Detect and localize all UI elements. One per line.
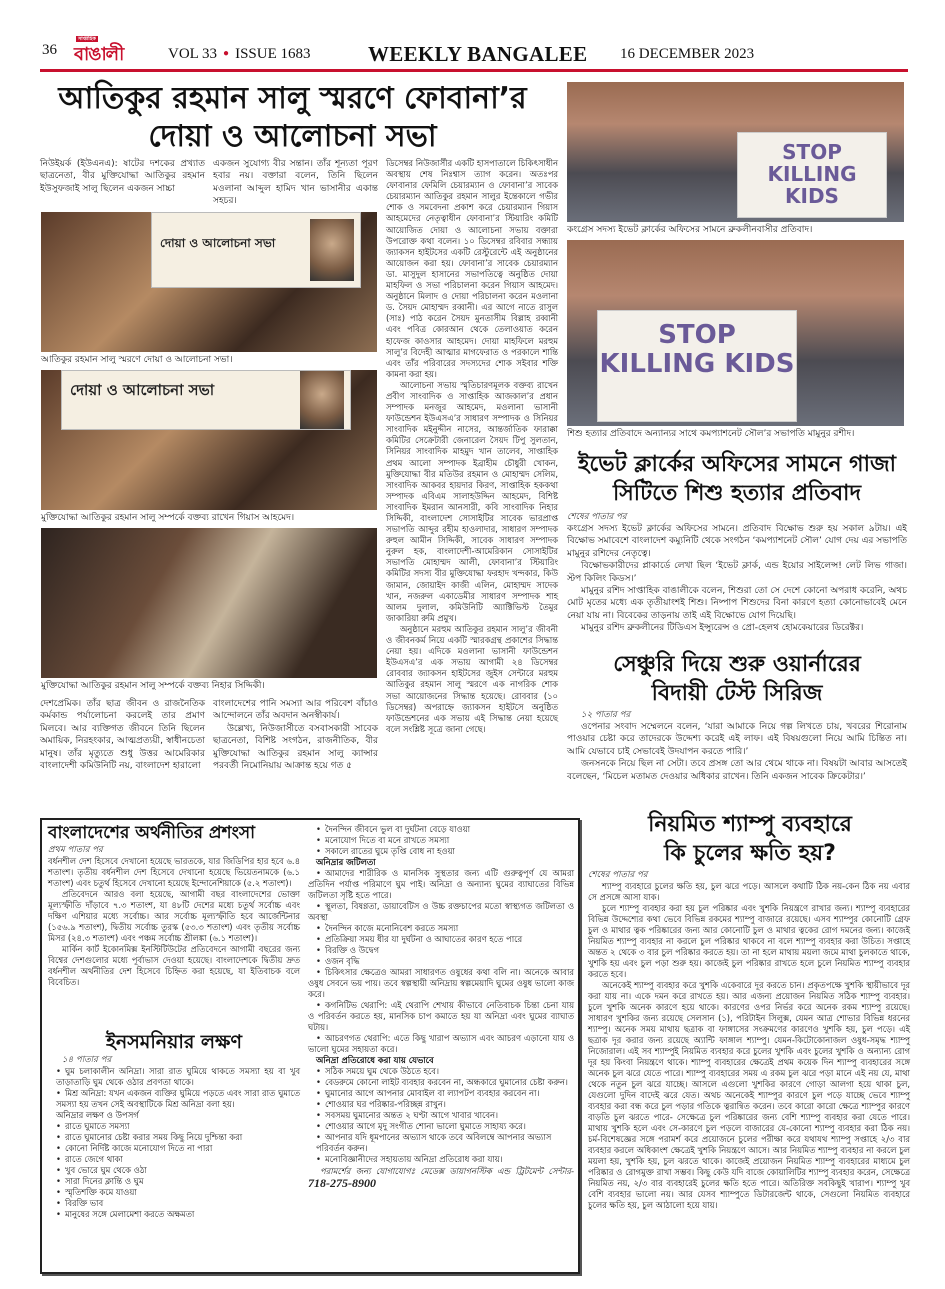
article6-headline [590,810,910,868]
list-item: • সকালে রাতের ঘুমে তৃপ্তি বোধ না হওয়া [308,846,574,857]
symptom-list [48,1121,300,1220]
continued-label: ১২ পাতার পর [581,710,631,720]
article2-body [567,512,907,635]
logo-text: বাঙালী [74,44,124,65]
paragraph: মামুনুর রশিদ ব্রুকলীনের টিডিএস ইন্স্যুরেন্স ও প্রো-হেলথ হোমকেয়ারের ডিরেক্টর। [581,623,864,634]
paragraph: অনুষ্ঠানে মরহুম আতিকুর রহমান সালু’র জীবনী ও জীবনকর্ম নিয়ে একটি স্মারকগ্রন্থ প্রকাশের সিদ্ধান্ত নেয়া হয়। এদিকে মওলানা ভাসানী ফাউন্ডেশন ইউএসএ’র এক সভায় আগামী ২৪ ডিসেম্বর রোববার জ্যাকসন হাইটসের জুইস সেন্টারে মরহুম আতিকুর রহমান সালু স্মরণে এক নাগরিক শোক সভা আয়োজনের সিদ্ধান্ত হয়েছে। রোববার (১০ ডিসেম্বর) অপরাহ্নে জ্যাকসন হাইটসে অনুষ্ঠিত ফাউন্ডেশনের এক সভায় এই সিদ্ধান্ত নেয়া হয়েছে বলে সংশ্লিষ্ট সূত্রে জানা গেছে। [386,623,558,734]
continued-label: প্রথম পাতার পর [48,845,103,855]
poster-text: দোয়া ও আলোচনা সভা [160,236,276,250]
photo-protest-1 [567,82,904,222]
portrait-image [310,219,354,281]
paragraph: ওপেনার সংবাদ সম্মেলনে বলেন, ‘যারা আমাকে নিয়ে গল্প লিখতে চায়, খবরের শিরোনাম পাওয়ার চেষ্টা করে তাদেরকে উদ্দেশ্য করেই এই লাফ। এই বিষয়গুলো নিয়ে আমি চিন্তিত না। আমি যেভাবে চাই সেভাবেই উদযাপন করতে পারি।’ [567,722,907,757]
event-poster [151,212,361,288]
continued-label: শেষের পাতার পর [567,512,627,522]
list-item: • কোনো নির্দিষ্ট কাজে মনোযোগ দিতে না পারা [48,1143,300,1154]
protest-banner: STOP KILLING KIDS [737,132,887,218]
photo-speaker-giyas [41,370,377,510]
article5-continued [308,824,574,1190]
continued-label: শেষের পাতার পর [588,870,648,880]
portrait-image [300,371,344,429]
photo-caption: কংগ্রেস সদস্য ইভেট ক্লার্কের অফিসের সামনে ব্রুকলীনবাসীর প্রতিবাদ। [567,225,813,235]
paragraph: বর্ধনশীল দেশ হিসেবে দেখানো হয়েছে ভারতকে, যার জিডিপির হার হবে ৬.৪ শতাংশ। তৃতীয় বর্ধনশীল দেশ হিসেবে দেখানো হয়েছে ভিয়েতনামকে (৬.১ শতাংশ) এবং চতুর্থ হিসেবে দেখানো হয়েছে ইন্দোনেশিয়াকে (৫.২ শতাংশ)। [48,856,300,888]
article1-intro-col2: একজন সুযোগ্য বীর সন্তান। তাঁর শূন্যতা পূরণ হবার নয়। বক্তারা বলেন, তিনি ছিলেন মওলানা আব্দুল হামিদ খান ভাসানীর একান্ত সহচর। [213,159,378,207]
list-item: • দৈনন্দিন জীবনে ভুল বা দুর্ঘটনা বেড়ে যাওয়া [308,824,574,835]
issue-date: 16 DECEMBER 2023 [620,46,755,62]
article1-col3 [386,158,558,735]
contact-text: পরামর্শের জন্য যোগাযোগঃ মেডেক্স ডায়াগনস্টিক এন্ড ট্রিটমেন্ট সেন্টার- [320,1166,574,1176]
protest-banner: STOP KILLING KIDS [597,310,797,422]
poster-text: দোয়া ও আলোচনা সভা [70,381,215,399]
list-item: • মানুষের সঙ্গে মেলামেশা করতে অক্ষমতা [48,1209,300,1220]
photo-caption: মুক্তিযোদ্ধা আতিকুর রহমান সালু সম্পর্কে বক্তব্য রাখেন গিয়াস আহমেদ। [41,513,295,523]
article6-body [588,870,910,1211]
list-item: • ওজন বৃদ্ধি [308,956,574,967]
paragraph: আলোচনা সভায় স্মৃতিচারণমূলক বক্তব্য রাখেন প্রবীণ সাংবাদিক ও সাপ্তাহিক আজকাল’র প্রধান সম্পাদক মনজুর আহমেদ, মওলানা ভাসানী ফাউন্ডেশন ইউএসএ’র সাধারণ সম্পাদক ও সিনিয়র সাংবাদিক মইনুদ্দীন নাসের, আন্তর্জাতিক ফারাক্কা কমিটির সেক্রেটারী জেনারেল সৈয়দ টিপু সুলতান, সিনিয়র সাংবাদিক মাহমুদ খান তালেব, সাপ্তাহিক প্রথম আলো সম্পাদক ইব্রাহীম চৌধুরী খোকন, মুক্তিযোদ্ধা বীর মতিউর রহমান ও মোহাম্মদ সেলিম, সাংবাদিক আকবর হায়দার কিরণ, সাপ্তাহিক হককথা সম্পাদক এবিএম সালাহউদ্দিন আহমেদ, বিশিষ্ট সাংবাদিক ইমরান আনসারী, কবি সাংবাদিক নিহার সিদ্দিকী, বাংলাদেশ সোসাইটির সাবেক ভারপ্রাপ্ত সভাপতি আব্দুর রহীম হাওলাদার, সাধারণ সম্পাদক রুহুল আমীন সিদ্দিকী, সাবেক সাধারণ সম্পাদক নুরুল হক, বাংলাদেশী-আমেরিকান সোসাইটির সভাপতি মোহাম্মদ আলী, ফোবানা’র স্টিয়ারিং কমিটির সদস্য বীর মুক্তিযোদ্ধা ফরহাদ খন্দকার, কিউ জামান, জোয়াইদ কাজী এলিন, মোহাম্মদ সাদেক খান, নজরুল একাডেমীর সাধারণ সম্পাদক শাহ আলম দুলাল, কমিউনিটি অ্যাক্টিভিস্ট তৈমুর জাকারিয়া রুমি প্রমুখ। [386,379,558,623]
paragraph: মার্কিন কার্ট ইকোনমিক্স ইনস্টিটিউটের প্রতিবেদনে আগামী বছরের জন্য বিশ্বের দেশগুলোর মধ্যে পূর্বাভাস দেওয়া হয়েছে। বাংলাদেশকে দ্বিতীয় দ্রুত বর্ধনশীল অর্থনীতির দেশ হিসেবে চিহ্নিত করা হয়েছে, যা ইতিবাচক বলে বিবেচিত। [48,944,300,987]
headline-line: বিদায়ী টেস্ট সিরিজ [651,681,823,706]
photo-caption: মুক্তিযোদ্ধা আতিকুর রহমান সালু সম্পর্কে বক্তব্য নিহার সিদ্দিকী। [41,681,265,691]
article1-bottom-col2 [213,698,378,772]
paragraph: কংগ্রেস সদস্য ইভেট ক্লার্কের অফিসের সামনে। প্রতিবাদ বিক্ষোভ শুরু হয় সকাল ৯টায়। এই বিক্ষোভ সমাবেশে বাংলাদেশ কম্যুনিটি থেকে সংগঠন ‘কমপ্যাশনেট সৌল’ যোগ দেয় এর সভাপতি মামুনুর রশিদের নেতৃত্বে। [567,524,907,559]
continued-label: ১৪ পাতার পর [62,1055,112,1065]
headline-line: আতিকুর রহমান সালু স্মরণে ফোবানা’র [58,81,527,116]
paragraph: চুলে শ্যাম্পু ব্যবহার করা হয় চুল পরিষ্কার এবং খুশকি নিয়ন্ত্রণে রাখার জন্য। শ্যাম্পু ব্যবহারের বিভিন্ন উদ্দেশ্যের কথা ভেবে বিভিন্ন রকমের শ্যাম্পু বাজারে রয়েছে। এসব শ্যাম্পুর কোনোটি গ্রেফ চুল ও মাথার ত্বক পরিষ্কারের জন্য আর কোনোটি চুল ও মাথার ত্বকের রোগ দমনের জন্য। কাজেই নিয়মিত শ্যাম্পু ব্যবহার না করলে চুল পরিষ্কার থাকবে না বলে শ্যাম্পু ব্যবহার করা উচিত। সপ্তাহে অন্তত ২ থেকে ৩ বার চুল পরিষ্কার করতে হয়। তা না হলে মাথায় ময়লা জমে মাথা চুলকাতে থাকে, খুশকি হয় এবং চুল পড়া শুরু হয়। কাজেই চুল পরিষ্কার রাখতে হলে চুলে নিয়মিত শ্যাম্পু ব্যবহার করতে হবে। [588,903,910,979]
paragraph: অনেকেই শ্যাম্পু ব্যবহার করে খুশকি একেবারে দূর করতে চান। প্রকৃতপক্ষে খুশকি স্থায়ীভাবে দূর করা যায় না। একে দমন করে রাখতে হয়। আর এজন্য প্রয়োজন নিয়মিত সঠিক শ্যাম্পু ব্যবহার। চুলে খুশকি অনেক কারণে হয়ে থাকে। কারণের ওপর নির্ভর করে অনেক রকম শ্যাম্পু রয়েছে। সাধারণ খুশকির জন্য রয়েছে সেলসান (১), পরিটাইন সিলুক্স, যেমন আত্র শোভার বিভিন্ন ধরনের শ্যাম্পু। অনেক সময় মাথায় ছত্রাক বা ফাঙ্গাসের সংক্রমণের কারণেও খুশকি হয়, চুল পড়ে। এই ছত্রাক দূর করার জন্য রয়েছে অ্যান্টি ফাঙ্গাল শ্যাম্পু। যেমন-কিটোকোনাজল ওষুধ-সমৃদ্ধ শ্যাম্পু নিজোরাল। এই সব শ্যাম্পুই নিয়মিত ব্যবহার করে চুলের খুশকি এবং চুলের খুশকি ও অন্যান্য রোগ দূর হয় কিংবা নিয়ন্ত্রণে থাকে। শ্যাম্পু ব্যবহারের ক্ষেত্রেই প্রথম কয়েক দিন শ্যাম্পু ব্যবহারের সঙ্গে অনেক চুল ঝরে যেতে পারে। শ্যাম্পু ব্যবহারের সময় এ রকম চুল ঝরে পড়া মানে এই নয় যে, মাথা থেকে নতুন চুল ঝরে যাচ্ছে। আসলে এগুলো খুশকির কারণে গোড়া আলগা হয়ে থাকা চুল, যেগুলো দুদিন বাদেই ঝরে যেত। অথচ অনেকেই শ্যাম্পুর কারণে চুল পড়ে যাচ্ছে ভেবে শ্যাম্পু ব্যবহার করা বন্ধ করে চুল পড়ার গতিকে ত্বরান্বিত করেন। তবে কারো কারো ক্ষেত্রে শ্যাম্পুর কারণে বাড়তি চুল ঝরতে পারে- সেক্ষেত্রে চুল পরিষ্কারের জন্য বেশি শ্যাম্পু ব্যবহার করা যেতে পারে। মাথায় খুশকি হলে এবং সে-কারণে চুল পড়লে বাজারের যে-কোনো শ্যাম্পু ব্যবহার করা ঠিক নয়। চর্ম-বিশেষজ্ঞের সঙ্গে পরামর্শ করে প্রয়োজনে চুলের পরীক্ষা করে যথাযথ শ্যাম্পু সপ্তাহে ২/৩ বার ব্যবহার করলে অধিকাংশ ক্ষেত্রেই খুশকি নিয়ন্ত্রণে আসে। আর নিয়মিত শ্যাম্পু ব্যবহার না করলে চুল ময়লা হয়, খুশকি হয়, চুল ঝরতে থাকে। কাজেই প্রয়োজন নিয়মিত শ্যাম্পু ব্যবহারের মাধ্যমে চুল পরিষ্কার ও রোগমুক্ত রাখা সম্ভব। কিছু কেউ যদি বাজে কোয়ালিটির শ্যাম্পু ব্যবহার করেন, সেক্ষেত্রে নিয়মিত নয়, ২/৩ বার ব্যবহারেই চুলের ক্ষতি হতে পারে। অতিরিক্ত সবকিছুই খারাপ। শ্যাম্পু খুব বেশি ব্যবহার ভালো নয়। আর যেসব শ্যাম্পুতে ডিটারজেন্ট থাকে, সেগুলো নিয়মিত ব্যবহারে চুলের ক্ষতি হয়, চুল আঠালো হয়ে যায়। [588,980,910,1210]
photo-caption: শিশু হত্যার প্রতিবাদে অন্যান্যর সাথে কমপ্যাশনেট সৌল’র সভাপতি মামুনুর রশীদ। [567,429,855,439]
list-item: • মনোবিজ্ঞানীদের সহায়তায় অনিদ্রা প্রতিরোধ করা যায়। [308,1154,574,1165]
headline-line: কি চুলের ক্ষতি হয়? [664,841,836,866]
list-item: • শোওয়ার আগে মৃদু সংগীত শোনা ভালো ঘুমাতে সাহায্য করে। [308,1121,574,1132]
masthead [40,36,908,74]
list-item: • বিরক্তি ও উদ্বেগ [308,945,574,956]
paragraph: • মিশ্র অনিদ্রা: যখন একজন ব্যক্তির ঘুমিয়ে পড়তে এবং সারা রাত ঘুমাতে সমস্যা হয় তখন সেই অবস্থাটিকে মিশ্র অনিদ্রা বলা হয়। [48,1088,300,1110]
article4-headline: বাংলাদেশের অর্থনীতির প্রশংসা [48,823,256,843]
paragraph: বিক্ষোভকারীদের প্লাকার্ডে লেখা ছিল ‘ইভেট ক্লার্ক, এন্ড ইয়োর সাইলেন্স! লেট লিভ গাজা। স্টপ কিলিং কিডস।’ [567,561,907,584]
list-item: • সারা দিনের ক্লান্তি ও ঘুম [48,1176,300,1187]
photo-speaker-nihar [41,528,377,678]
list-item: • সবসময় ঘুমানোর অন্তত ২ ঘণ্টা আগে খাবার খাবেন। [308,1110,574,1121]
paragraph: • চিকিৎসার ক্ষেত্রেও আমরা সাধারণত ওষুধের কথা বলি না। অনেকে আবার ওষুধ সেবনে ভয় পায়। তবে স্বল্পস্থায়ী অনিদ্রায় স্বল্পমেয়াদি ঘুমের ওষুধ ভালো কাজ করে। [308,967,574,1000]
volume-issue [168,46,311,63]
phone-number[interactable]: 718-275-8900 [308,1176,376,1190]
subheading: অনিদ্রার লক্ষণ ও উপসর্গ [56,1110,139,1120]
symptom-list [308,824,574,857]
article1-headline [30,80,555,156]
article3-body [567,710,907,783]
headline-line: সিটিতে শিশু হত্যার প্রতিবাদ [612,481,861,506]
list-item: • খুব ভোরে ঘুম থেকে ওঠা [48,1165,300,1176]
newspaper-title: WEEKLY BANGALEE [368,42,588,66]
headline-line: ইভেট ক্লার্কের অফিসের সামনে গাজা [577,452,897,477]
list-item: • রাতে ঘুমাতে সমস্যা [48,1121,300,1132]
paragraph: • ঘুম চলাকালীন অনিদ্রা। সারা রাত ঘুমিয়ে থাকতে সমস্যা হয় বা খুব তাড়াতাড়ি ঘুম থেকে ওঠার প্রবণতা থাকে। [48,1066,300,1088]
article1-intro-col1: নিউইয়র্ক (ইউএনএ): ষাটের দশকের প্রখ্যাত ছাত্রনেতা, বীর মুক্তিযোদ্ধা আতিকুর রহমান ইউসুফজাই সালু ছিলেন একজন সাচ্চা [40,159,205,194]
article2-headline [567,450,907,508]
list-item: • বিরক্তি ভাব [48,1198,300,1209]
bullet-icon: ● [223,48,230,59]
list-item: • রাতে জেগে থাকা [48,1154,300,1165]
paragraph: ডিসেম্বর নিউজার্সীর একটি হাসপাতালে চিকিৎসাধীন অবস্থায় শেষ নিঃশ্বাস ত্যাগ করেন। অতঃপর ফোবানার ফেমিলি চেয়ারম্যান ও ফোবানা’র সাবেক চেয়ারম্যান আতিকুর রহমান সালুর ইন্তেকালে গভীর শোক ও সমবেদনা প্রকাশ করে চেয়ারম্যান গিয়াস আহমেদের নেতৃত্বাধীন ফোবানা’র স্টিয়ারিং কমিটি আয়োজিত দোয়া ও আলোচনা সভায় বক্তারা উপরোক্ত কথা বলেন। ১০ ডিসেম্বর রবিবার সন্ধ্যায় জ্যাকসন হাইটসের একটি রেস্টুরেন্টে এই অনুষ্ঠানের আয়োজন করা হয়। ফোবানা’র সাবেক চেয়ারম্যান ডা. মাসুদুল হাসানের সভাপতিত্বে অনুষ্ঠিত দোয়া মাহফিল ও সভা পরিচালনা করেন গিয়াস আহমেদ। অনুষ্ঠানে মিলাদ ও দোয়া পরিচালনা করেন মওলানা ড. সৈয়দ মোহাম্মদ রব্বানী। এর আগে নাতে রাসুল (সাঃ) পাঠ করেন সৈয়দ মুনতাসীম বিল্লাহ রব্বানী এবং পবিত্র কোরআন থেকে তেলাওয়াত করেন হাফেজ কাওসার আহমেদ। দোয়া মাহফিলে মরহুম সালু’র বিদেহী আত্মার মাগফেরাত ও পরকালে শান্তি এবং তাঁর পরিবারের সদস্যদের শোক সইবার শক্তি কামনা করা হয়। [386,158,558,379]
photo-caption: আতিকুর রহমান সালু স্মরণে দোয়া ও আলোচনা সভা। [41,355,233,365]
article5-headline: ইনসমনিয়ার লক্ষণ [106,1031,242,1053]
issue: ISSUE 1683 [235,46,311,62]
subheading: অনিদ্রার জটিলতা [316,857,376,867]
paragraph: • স্থূলতা, বিষণ্ণতা, ডায়াবেটিস ও উচ্চ রক্তচাপের মতো স্বাস্থ্যগত জটিলতা ও অবস্থা [308,901,574,923]
article5 [48,1030,300,1220]
list-item: • বেডরুমে কোনো লাইট ব্যবহার করবেন না, অন্ধকারে ঘুমানোর চেষ্টা করুন। [308,1077,574,1088]
paragraph: শ্যাম্পু ব্যবহারে চুলের ক্ষতি হয়, চুল ঝরে পড়ে। আসলে কথাটি ঠিক নয়-কেন ঠিক নয় এবার সে প্রসঙ্গে আসা যাক। [588,881,910,902]
article3-headline [567,650,907,708]
list-item: • ঘুমানোর আগে আপনার মোবাইল বা ল্যাপটপ ব্যবহার করবেন না। [308,1088,574,1099]
paragraph: • আমাদের শারীরিক ও মানসিক সুস্থতার জন্য এটি গুরুত্বপূর্ণ যে আমরা প্রতিদিন পর্যাপ্ত পরিমাণে ঘুম পাই। অনিদ্রা ও অন্যান্য ঘুমের ব্যাঘাতের বিভিন্ন জটিলতা সৃষ্টি হতে পারে। [308,868,574,901]
paragraph: মামুনুর রশিদ সাপ্তাহিক বাঙালীকে বলেন, শিশুরা তো সে দেশে কোনো অপরাধ করেনি, অথচ মোট মৃতের মধ্যে এক তৃতীয়াংশই শিশু। নিষ্পাপ শিশুদের বিনা কারণে হত্যা কোনোভাবেই মেনে নেয়া যায় না। বিবেকের তাড়নায় তাই এই বিক্ষোভে যোগ দিয়েছি। [567,586,907,621]
newspaper-logo [74,36,124,72]
list-item: • রাতে ঘুমানোর চেষ্টা করার সময় কিছু নিয়ে দুশ্চিন্তা করা [48,1132,300,1143]
headline-line: দোয়া ও আলোচনা সভা [148,119,437,154]
subheading: অনিদ্রা প্রতিরোধে করা যায় যেভাবে [316,1055,434,1065]
paragraph: • কগনিটিভ থেরাপি: এই থেরাপি শেখায় কীভাবে নেতিবাচক চিন্তা চেনা যায় ও পরিবর্তন করতে হয়, মানসিক চাপ কমাতে হয় যা অনিদ্রা এবং ঘুমের ব্যাঘাত ঘটায়। [308,1000,574,1033]
list-item: • আপনার যদি ধূমপানের অভ্যাস থাকে তবে অবিলম্বে আপনার অভ্যাস পরিবর্তন করুন। [308,1132,574,1154]
logo-small-text: সাপ্তাহিক [78,36,96,42]
list-item: • মনোযোগ দিতে বা মনে রাখতে সমস্যা [308,835,574,846]
article4 [48,822,300,988]
list-item: • স্মৃতিশক্তি কমে যাওয়া [48,1187,300,1198]
list-item: • শোওয়ার ঘর পরিষ্কার-পরিচ্ছন্ন রাখুন। [308,1099,574,1110]
photo-protest-2 [567,240,904,426]
page-number: 36 [42,42,57,58]
list-item: • সঠিক সময়ে ঘুম থেকে উঠতে হবে। [308,1066,574,1077]
contact-line [308,1165,574,1190]
headline-line: নিয়মিত শ্যাম্পু ব্যবহারে [648,812,852,837]
volume: VOL 33 [168,46,218,62]
list-item: • প্রতিক্রিয়া সময় ধীর যা দুর্ঘটনা ও আঘাতের কারণ হতে পারে [308,934,574,945]
paragraph: জনসনকে নিয়ে ছিল না সেটা। তবে প্রসঙ্গ তো আর থেমে থাকে না। বিষয়টা আবার আসতেই বলেছেন, ‘মিচেল মতামত দেওয়ার অধিকার রাখেন। তিনি একজন সাবেক ক্রিকেটার।’ [567,759,907,782]
list-item: • দৈনন্দিন কাজে মনোনিবেশ করতে সমস্যা [308,923,574,934]
event-poster [61,370,351,430]
headline-line: সেঞ্চুরি দিয়ে শুরু ওয়ার্নারের [613,652,861,677]
paragraph: প্রতিবেদনে আরও বলা হয়েছে, আগামী বছর বাংলাদেশের ভোক্তা মূল্যস্ফীতি দাঁড়াবে ৭.৩ শতাংশ, যা ৪৮টি দেশের মধ্যে চতুর্থ সর্বোচ্চ এবং দক্ষিণ এশিয়ার মধ্যে সর্বোচ্চ। আর সর্বোচ্চ মূল্যস্ফীতি হবে আর্জেন্টিনার (১৫৬.৯ শতাংশ), দ্বিতীয় সর্বোচ্চ তুরস্ক (৫৩.৩ শতাংশ) এবং তৃতীয় সর্বোচ্চ মিসর (২৪.৩ শতাংশ) এবং পঞ্চম সর্বোচ্চ শ্রীলঙ্কা (৬.১ শতাংশ)। [48,889,300,943]
complication-list [308,923,574,967]
paragraph: উল্লেখ্য, নিউজার্সীতে বসবাসকারী সাবেক ছাত্রনেতা, বিশিষ্ট সংগঠন, রাজনীতিক, বীর মুক্তিযোদ্ধা আতিকুর রহমান সালু ক্যান্সার পরবর্তী নিমোনিয়ায় আক্রান্ত হয়ে গত ৫ [213,723,378,772]
article1-bottom-col1: দেশপ্রেমিক। তাঁর ছাত্র জীবন ও রাজনৈতিক কর্মকান্ড পর্যালোচনা করলেই তার প্রমাণ মিলবে। আর ব্যক্তিগত জীবনে তিনি ছিলেন অমায়িক, নিরহংকার, আত্মপ্রত্যয়ী, স্বাধীনচেতা মানুষ। তাঁর মৃত্যুতে শুধু উত্তর আমেরিকার বাংলাদেশী কমিউনিটি নয়, বাংলাদেশ হারালো [40,699,205,772]
tips-list [308,1066,574,1165]
photo-memorial-meeting [41,212,377,352]
paragraph: বাংলাদেশের পানি সমস্যা আর পরিবেশ বাঁচাও আন্দোলনে তাঁর অবদান অনস্বীকার্য। [213,699,378,722]
paragraph: • আচরণগত থেরাপি: এতে কিছু খারাপ অভ্যাস এবং আচরণ এড়ানো যায় ও ভালো ঘুমের সহায়তা করে। [308,1033,574,1055]
masthead-rule [40,69,908,72]
